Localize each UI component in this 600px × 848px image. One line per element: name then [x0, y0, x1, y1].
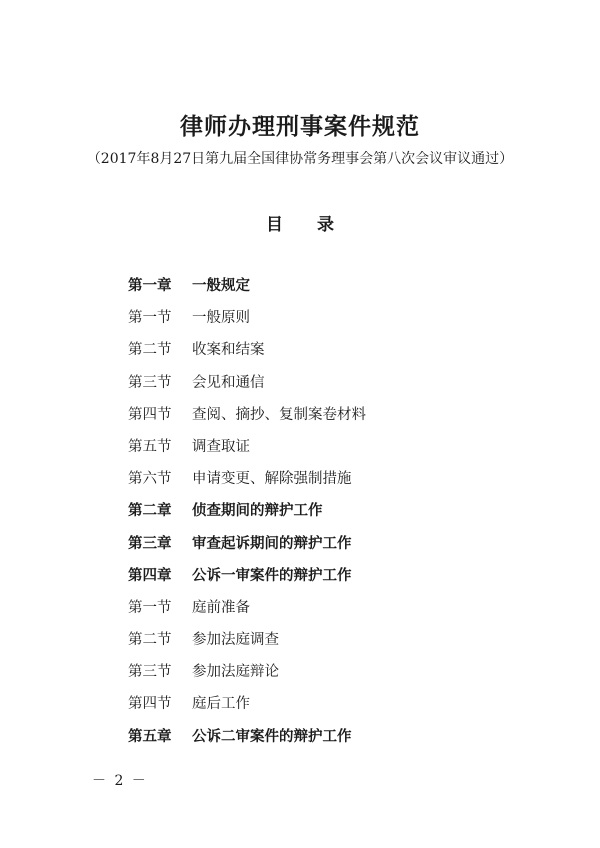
toc-item-title: 参加法庭辩论	[192, 664, 279, 681]
toc-item-section	[128, 597, 366, 629]
toc-item-title: 申请变更、解除强制措施	[192, 471, 352, 488]
toc-item-section	[128, 661, 366, 693]
toc-item-number: 第一节	[128, 310, 172, 327]
toc-item-section	[128, 404, 366, 436]
toc-item-title: 庭前准备	[192, 599, 250, 616]
document-title: 律师办理刑事案件规范	[180, 113, 420, 140]
toc-item-number: 第四节	[128, 406, 172, 423]
toc-item-number: 第五节	[128, 438, 172, 455]
toc-item-section	[128, 468, 366, 500]
toc-item-number: 第五章	[128, 728, 172, 745]
toc-item-chapter-1	[128, 275, 366, 307]
toc-item-section	[128, 307, 366, 339]
toc-item-title: 庭后工作	[192, 696, 250, 713]
toc-item-number: 第一节	[128, 599, 172, 616]
toc-item-number: 第三节	[128, 664, 172, 681]
toc-item-number: 第三章	[128, 535, 172, 552]
toc-item-title: 公诉二审案件的辩护工作	[192, 728, 352, 745]
document-subtitle: （2017年8月27日第九届全国律协常务理事会第八次会议审议通过）	[86, 151, 514, 167]
toc-item-chapter-3	[128, 533, 366, 565]
toc-item-section	[128, 372, 366, 404]
toc-item-title: 审查起诉期间的辩护工作	[192, 535, 352, 552]
toc-item-section	[128, 693, 366, 725]
toc-item-chapter-4	[128, 565, 366, 597]
toc-item-section	[128, 436, 366, 468]
toc-item-title: 一般规定	[192, 278, 250, 294]
toc-item-title: 参加法庭调查	[192, 632, 279, 649]
toc-item-section	[128, 629, 366, 661]
toc-item-title: 侦查期间的辩护工作	[192, 503, 323, 520]
toc-item-title: 收案和结案	[192, 342, 265, 359]
toc-item-title: 查阅、摘抄、复制案卷材料	[192, 406, 366, 423]
toc-item-chapter-5	[128, 726, 366, 758]
toc-item-title: 会见和通信	[192, 374, 265, 391]
toc-item-number: 第六节	[128, 471, 172, 488]
toc-item-section	[128, 339, 366, 371]
toc-item-title: 调查取证	[192, 438, 250, 455]
table-of-contents	[128, 275, 366, 758]
toc-item-number: 第三节	[128, 374, 172, 391]
toc-item-chapter-2	[128, 500, 366, 532]
toc-item-number: 第四节	[128, 696, 172, 713]
page-number: － 2 －	[92, 773, 148, 789]
toc-item-number: 第二节	[128, 632, 172, 649]
toc-item-number: 第一章	[128, 278, 172, 294]
toc-item-number: 第二章	[128, 503, 172, 520]
toc-item-number: 第四章	[128, 567, 172, 584]
toc-item-title: 公诉一审案件的辩护工作	[192, 567, 352, 584]
toc-item-title: 一般原则	[192, 310, 250, 327]
toc-item-number: 第二节	[128, 342, 172, 359]
toc-heading: 目 录	[266, 215, 348, 235]
